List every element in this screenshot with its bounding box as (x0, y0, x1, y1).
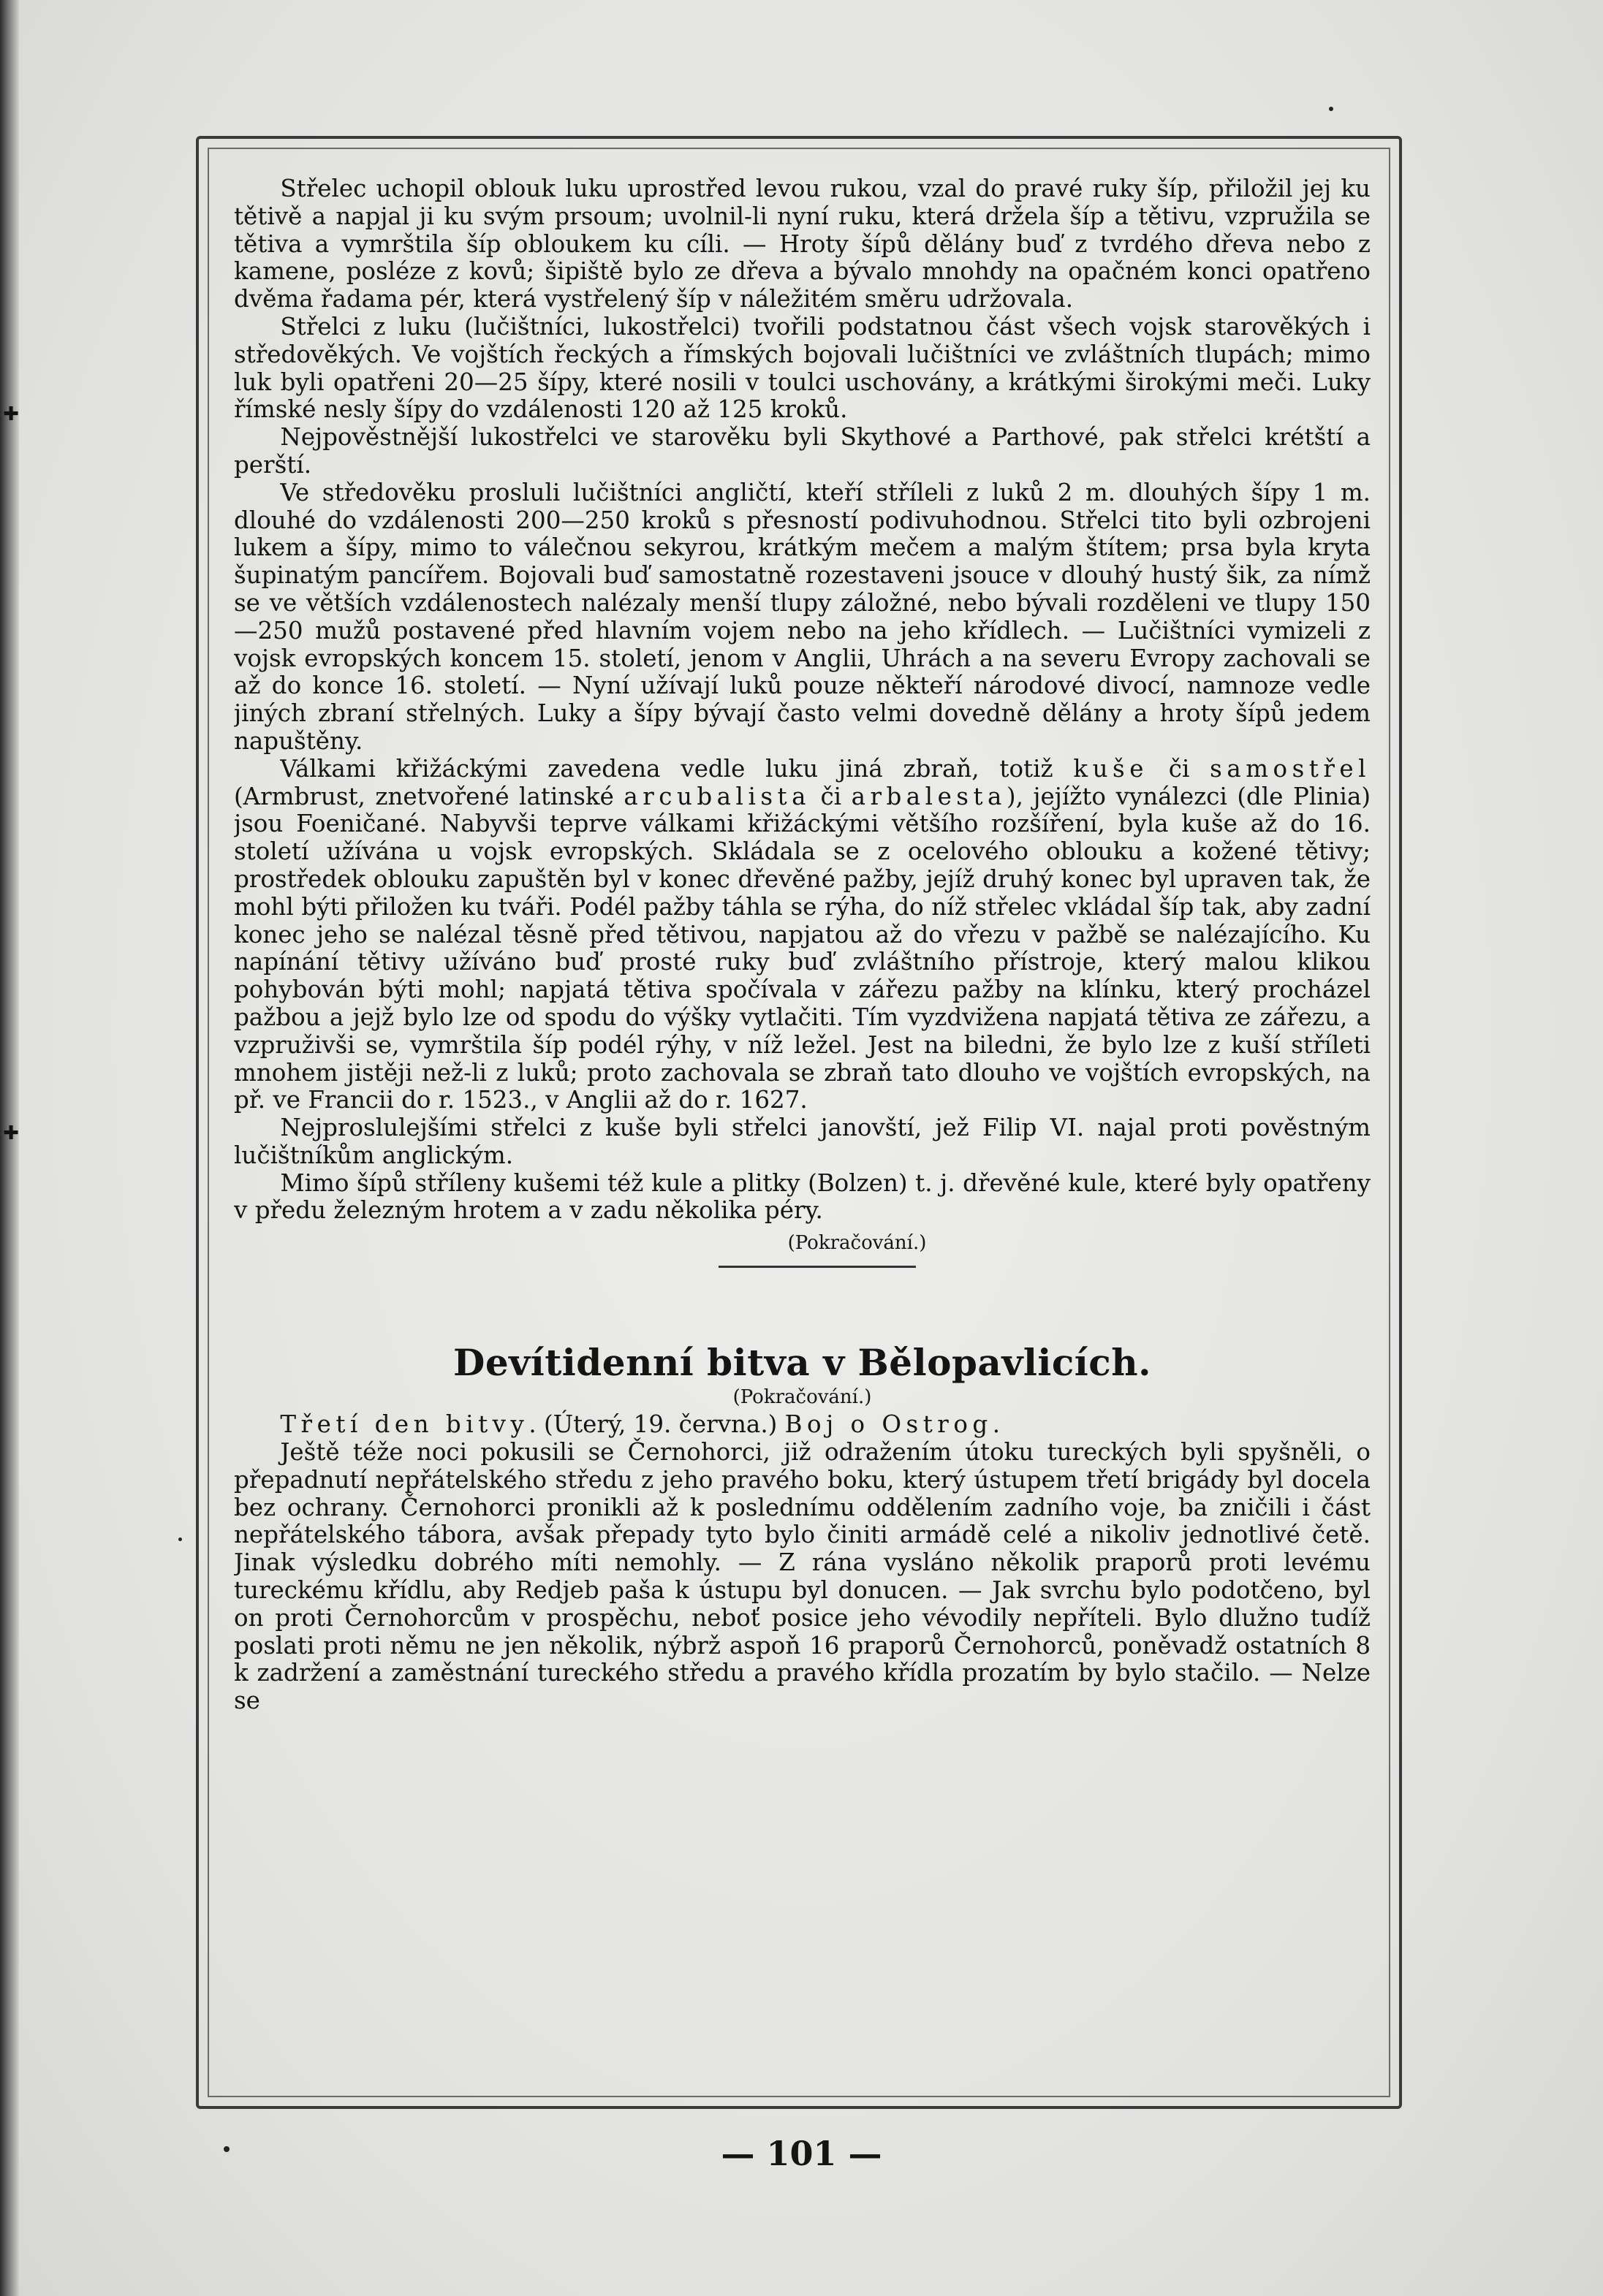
term-arbalesta: arbalesta (851, 782, 1007, 810)
paragraph: Ještě téže noci pokusili se Černohorci, již odražením útoku tureckých byli spyšněli, o přepadnutí nepřátelského středu z jeho pravého boku, který ústupem třetí brigády byl docela bez ochrany. Černohorci pronikli až k poslednímu oddělením zadního voje, ba zničili i část nepřátelského tábora, avšak přepady tyto bylo činiti armádě celé a nikoliv jednotlivé četě. Jinak výsledku dobrého míti nemohly. — Z rána vysláno několik praporů proti levému tureckému křídlu, aby Redjeb paša k ústupu byl donucen. — Jak svrchu bylo podotčeno, byl on proti Černohorcům v prospěchu, neboť posice jeho vévodily nepříteli. Bylo dlužno tudíž poslati proti němu ne jen několik, nýbrž aspoň 16 praporů Černohorců, poněvadž ostatních 8 k zadržení a zaměstnání tureckého středu a pravého křídla prozatím by bylo stačilo. — Nelze se (234, 1438, 1371, 1715)
text-run: (Armbrust, znetvořené latinské (234, 782, 624, 810)
article-archery (234, 175, 1371, 1268)
article-title: Devítidenní bitva v Bělopavlicích. (452, 1341, 1151, 1385)
text-run: Válkami křižáckými zavedena vedle luku jiná zbraň, totiž (280, 754, 1074, 783)
binding-edge (0, 0, 19, 2296)
day-heading (234, 1411, 1371, 1439)
print-speck (1329, 107, 1333, 111)
continuation-note: (Pokračování.) (787, 1232, 927, 1255)
binding-cross-mark: ✚ (3, 403, 19, 425)
day-topic: Boj o Ostrog. (784, 1410, 1005, 1439)
paragraph: Ve středověku prosluli lučištníci angličtí, kteří stříleli z luků 2 m. dlouhých šípy 1 m. dlouhé do vzdálenosti 200—250 kroků s přesností podivuhodnou. Střelci tito byli ozbrojeni lukem a šípy, mimo to válečnou sekyrou, krátkým mečem a malým štítem; prsa byla kryta šupinatým pancířem. Bojovali buď samostatně rozestaveni jsouce v dlouhý hustý šik, za nímž se ve větších vzdálenostech nalézaly menší tlupy záložné, nebo bývali rozděleni ve tlupy 150—250 mužů postavené před hlavním vojem nebo na jeho křídlech. — Lučištníci vymizeli z vojsk evropských koncem 15. století, jenom v Anglii, Uhrách a na severu Evropy zachovali se až do konce 16. století. — Nyní užívají luků pouze někteří národové divocí, namnoze vedle jiných zbraní střelných. Luky a šípy bývají často velmi dovedně dělány a hroty šípů jedem napuštěny. (234, 478, 1371, 755)
paragraph (234, 756, 1371, 1114)
day-label: Třetí den bitvy (280, 1410, 529, 1439)
day-date: . (Úterý, 19. června.) (528, 1410, 785, 1439)
page-content (234, 175, 1371, 2090)
paragraph: Mimo šípů stříleny kušemi též kule a plitky (Bolzen) t. j. dřevěné kule, které byly opatřeny v předu železným hrotem a v zadu několika péry. (234, 1168, 1371, 1225)
binding-cross-mark: ✚ (3, 1122, 19, 1144)
paragraph: Střelec uchopil oblouk luku uprostřed levou rukou, vzal do pravé ruky šíp, přiložil jej ku tětivě a napjal ji ku svým prsoum; uvolnil-li nyní ruku, která držela šíp a tětivu, vzpružila se tětiva a vymrštila šíp obloukem ku cíli. — Hroty šípů dělány buď z tvrdého dřeva nebo z kamene, posléze z kovů; šipiště bylo ze dřeva a bývalo mnohdy na opačném konci opatřeno dvěma řadama pér, která vystřelený šíp v náležitém směru udržovala. (234, 175, 1371, 313)
page-number: — 101 — (721, 2134, 882, 2173)
article-battle (234, 1341, 1371, 1715)
continued-from-note: (Pokračování.) (732, 1386, 872, 1409)
text-run: ), jejížto vynálezci (dle Plinia) jsou Foeničané. Nabyvši teprve válkami křižáckými většího rozšíření, byla kuše až do 16. století užívána u vojsk evropských. Skládala se z ocelového oblouku a kožené tětivy; prostředek oblouku zapuštěn byl v konec dřevěné pažby, jejíž druhý konec byl upraven tak, že mohl býti přiložen ku tváři. Podél pažby táhla se rýha, do níž střelec vkládal šíp tak, aby zadní konec jeho se nalézal těsně před tětivou, napjatou až do vřezu v pažbě se nalézajícího. Ku napínání tětivy užíváno buď prosté ruky buď zvláštního přístroje, který malou klikou pohybován býti mohl; napjatá tětiva spočívala v zářezu pažby na klínku, který procházel pažbou a jejž bylo lze od spodu do výšky vytlačiti. Tím vyzdvižena napjatá tětiva ze zářezu, a vzpruživši se, vymrštila šíp podél rýhy, v níž ležel. Jest na biledni, že bylo lze z kuší stříleti mnohem jistěji než-li z luků; proto zachovala se zbraň tato dlouho ve vojštích evropských, na př. ve Francii do r. 1523., v Anglii až do r. 1627. (234, 782, 1371, 1114)
text-run: či (1148, 754, 1210, 783)
section-divider (719, 1266, 916, 1268)
print-speck (178, 1537, 182, 1541)
paragraph: Nejpověstnější lukostřelci ve starověku byli Skythové a Parthové, pak střelci krétští a perští. (234, 423, 1371, 479)
paragraph: Nejproslulejšími střelci z kuše byli střelci janovští, jež Filip VI. najal proti pověstným lučištníkům anglickým. (234, 1114, 1371, 1169)
term-arcubalista: arcubalista (624, 782, 811, 810)
paragraph: Střelci z luku (lučištníci, lukostřelci) tvořili podstatnou část všech vojsk starověkých i středověkých. Ve vojštích řeckých a římských bojovali lučištníci ve zvláštních tlupách; mimo luk byli opatřeni 20—25 šípy, které nosili v toulci uschovány, a krátkými širokými meči. Luky římské nesly šípy do vzdálenosti 120 až 125 kroků. (234, 312, 1371, 424)
term-kuse: kuše (1073, 754, 1148, 783)
text-run: či (810, 782, 852, 810)
print-speck (224, 2146, 230, 2152)
term-samostrel: samostřel (1210, 754, 1371, 783)
